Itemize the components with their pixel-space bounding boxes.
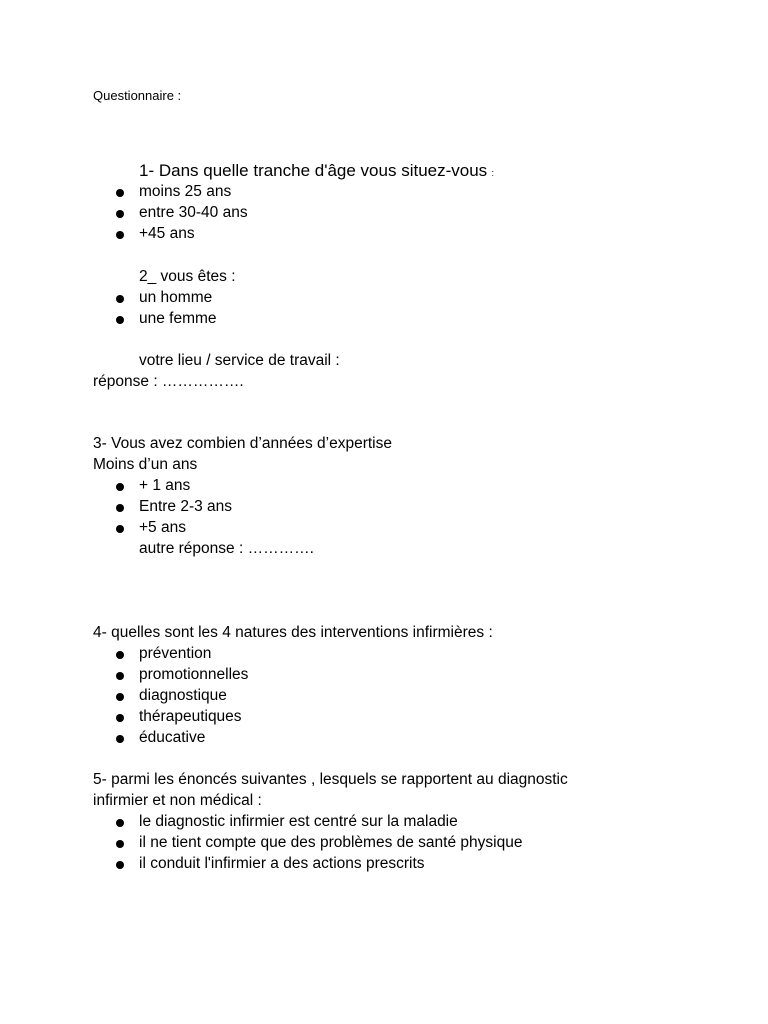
question-3-option[interactable]: Entre 2-3 ans [139, 498, 233, 515]
question-4-option[interactable]: diagnostique [139, 687, 227, 704]
question-1-colon: : [491, 168, 494, 178]
question-4-option[interactable]: prévention [139, 645, 212, 662]
question-5-option[interactable]: le diagnostic infirmier est centré sur la maladie [139, 813, 458, 830]
question-1-option[interactable]: moins 25 ans [139, 183, 232, 200]
document-title: Questionnaire : [93, 88, 182, 103]
question-3-option[interactable]: +5 ans [139, 519, 186, 536]
question-1-option[interactable]: +45 ans [139, 225, 195, 242]
question-4-option[interactable]: éducative [139, 729, 206, 746]
bullet-icon [116, 483, 124, 491]
bullet-icon [116, 525, 124, 533]
workplace-question: votre lieu / service de travail : [139, 352, 340, 369]
bullet-icon [116, 210, 124, 218]
question-2-option[interactable]: un homme [139, 289, 213, 306]
bullet-icon [116, 189, 124, 197]
bullet-icon [116, 735, 124, 743]
bullet-icon [116, 316, 124, 324]
question-1-option[interactable]: entre 30-40 ans [139, 204, 248, 221]
question-1-text: 1- Dans quelle tranche d'âge vous situez-vous [139, 161, 488, 180]
bullet-icon [116, 672, 124, 680]
question-5-option[interactable]: il ne tient compte que des problèmes de santé physique [139, 834, 523, 851]
bullet-icon [116, 840, 124, 848]
bullet-icon [116, 231, 124, 239]
question-1 [139, 161, 494, 183]
question-4-option[interactable]: promotionnelles [139, 666, 249, 683]
question-4-text: 4- quelles sont les 4 natures des interventions infirmières : [93, 624, 493, 641]
bullet-icon [116, 861, 124, 869]
bullet-icon [116, 819, 124, 827]
bullet-icon [116, 504, 124, 512]
bullet-icon [116, 295, 124, 303]
workplace-answer[interactable]: réponse : ……………. [93, 373, 244, 390]
question-3-first-option[interactable]: Moins d’un ans [93, 456, 198, 473]
question-3-other-answer[interactable]: autre réponse : …………. [139, 540, 314, 557]
question-5-text: 5- parmi les énoncés suivantes , lesquels se rapportent au diagnostic [93, 771, 568, 788]
question-3-option[interactable]: + 1 ans [139, 477, 191, 494]
bullet-icon [116, 714, 124, 722]
bullet-icon [116, 651, 124, 659]
question-4-option[interactable]: thérapeutiques [139, 708, 242, 725]
question-2-text: 2_ vous êtes : [139, 268, 236, 285]
bullet-icon [116, 693, 124, 701]
question-2-option[interactable]: une femme [139, 310, 217, 327]
question-5-option[interactable]: il conduit l'infirmier a des actions prescrits [139, 855, 425, 872]
question-3-text: 3- Vous avez combien d’années d’expertise [93, 435, 392, 452]
question-5-text-continued: infirmier et non médical : [93, 792, 262, 809]
